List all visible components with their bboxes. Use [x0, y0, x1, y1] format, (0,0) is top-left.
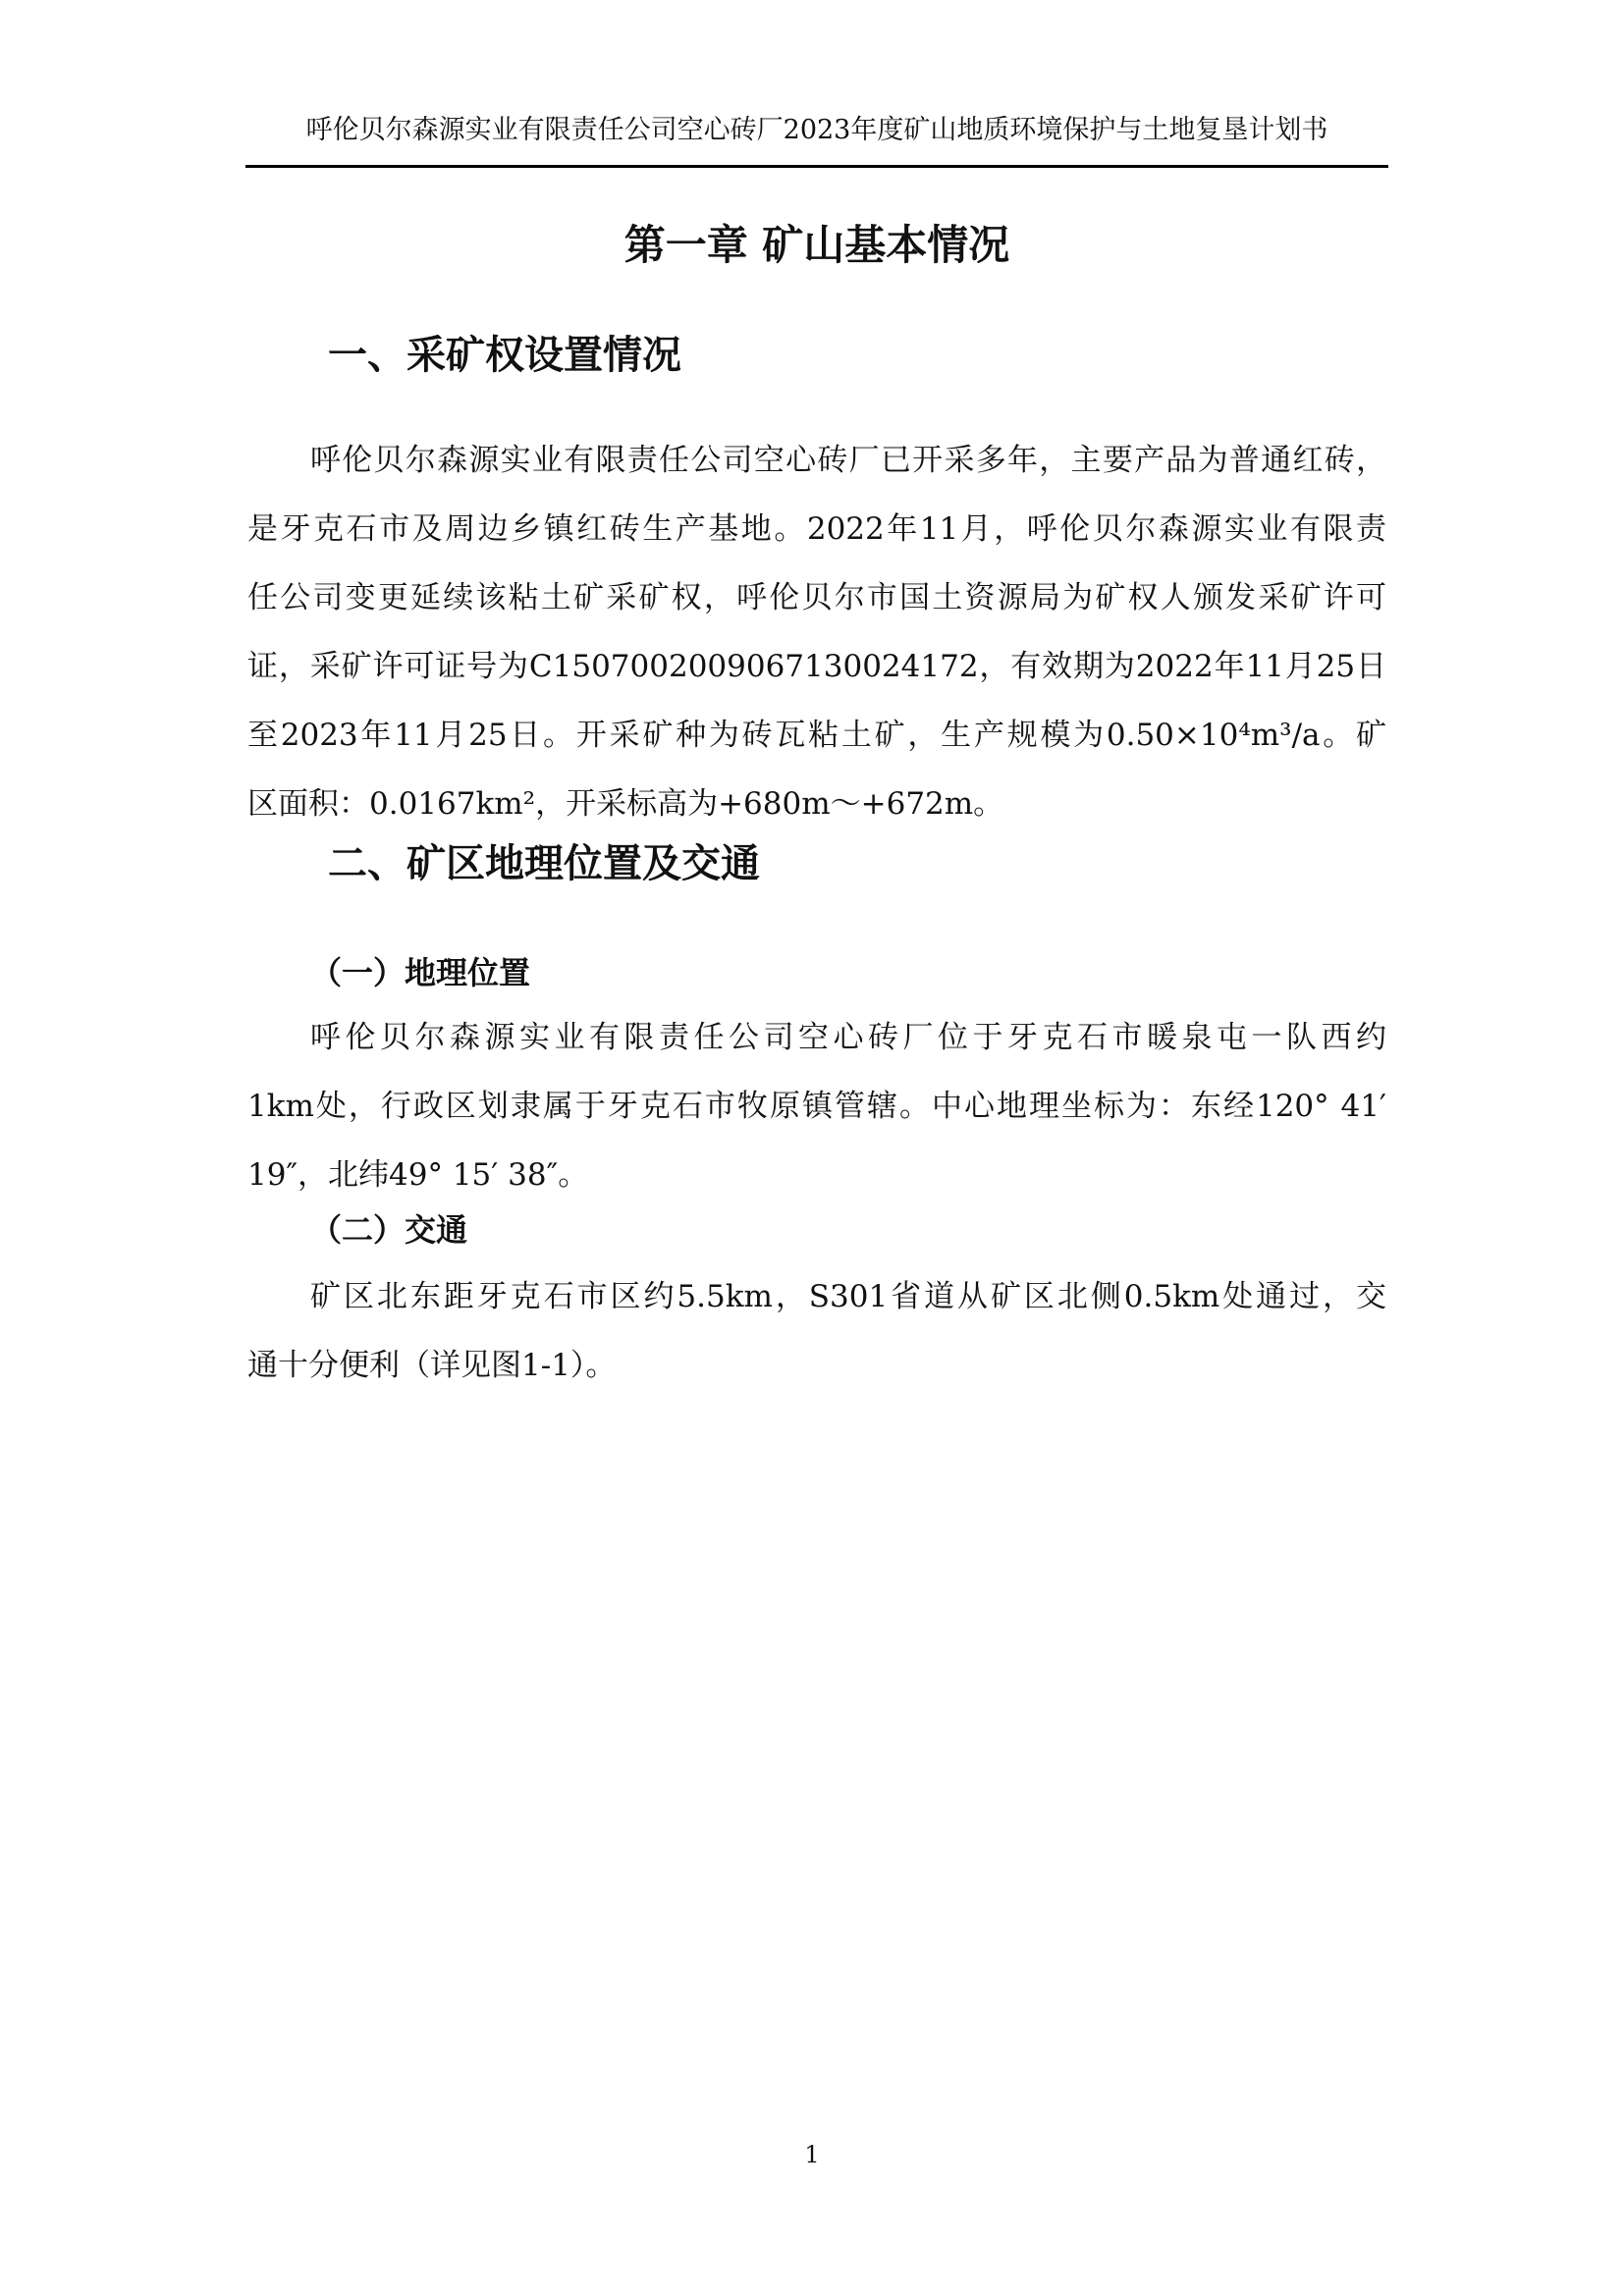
text-line: 证，采矿许可证号为C1507002009067130024172，有效期为2022年11月25日 — [247, 649, 1386, 684]
page-number: 1 — [804, 2141, 820, 2168]
text-line: 任公司变更延续该粘土矿采矿权，呼伦贝尔市国土资源局为矿权人颁发采矿许可 — [247, 580, 1386, 615]
text-line: 19″，北纬49° 15′ 38″。 — [247, 1157, 589, 1193]
header-rule — [245, 165, 1388, 168]
section-heading-mining-rights: 一、采矿权设置情况 — [328, 333, 681, 378]
subheading-geographic-location: （一）地理位置 — [310, 954, 531, 991]
subheading-traffic: （二）交通 — [310, 1211, 468, 1249]
paragraph-geographic-location — [247, 1003, 1386, 1209]
running-header: 呼伦贝尔森源实业有限责任公司空心砖厂2023年度矿山地质环境保护与土地复垦计划书 — [305, 115, 1328, 145]
text-line: 呼伦贝尔森源实业有限责任公司空心砖厂位于牙克石市暖泉屯一队西约 — [310, 1020, 1386, 1055]
text-line: 区面积：0.0167km²，开采标高为+680m～+672m。 — [247, 786, 1004, 822]
paragraph-traffic — [247, 1262, 1386, 1400]
text-line: 通十分便利（详见图1-1）。 — [247, 1348, 617, 1383]
section-heading-location-traffic: 二、矿区地理位置及交通 — [328, 841, 760, 886]
text-line: 是牙克石市及周边乡镇红砖生产基地。2022年11月，呼伦贝尔森源实业有限责 — [247, 511, 1386, 547]
text-line: 矿区北东距牙克石市区约5.5km，S301省道从矿区北侧0.5km处通过，交 — [310, 1279, 1386, 1314]
text-line: 至2023年11月25日。开采矿种为砖瓦粘土矿，生产规模为0.50×10⁴m³/a。矿 — [247, 718, 1386, 753]
chapter-title: 第一章 矿山基本情况 — [623, 221, 1010, 269]
text-line: 1km处，行政区划隶属于牙克石市牧原镇管辖。中心地理坐标为：东经120° 41′ — [247, 1089, 1386, 1124]
text-line: 呼伦贝尔森源实业有限责任公司空心砖厂已开采多年，主要产品为普通红砖， — [310, 443, 1386, 478]
paragraph-mining-rights — [247, 426, 1386, 838]
